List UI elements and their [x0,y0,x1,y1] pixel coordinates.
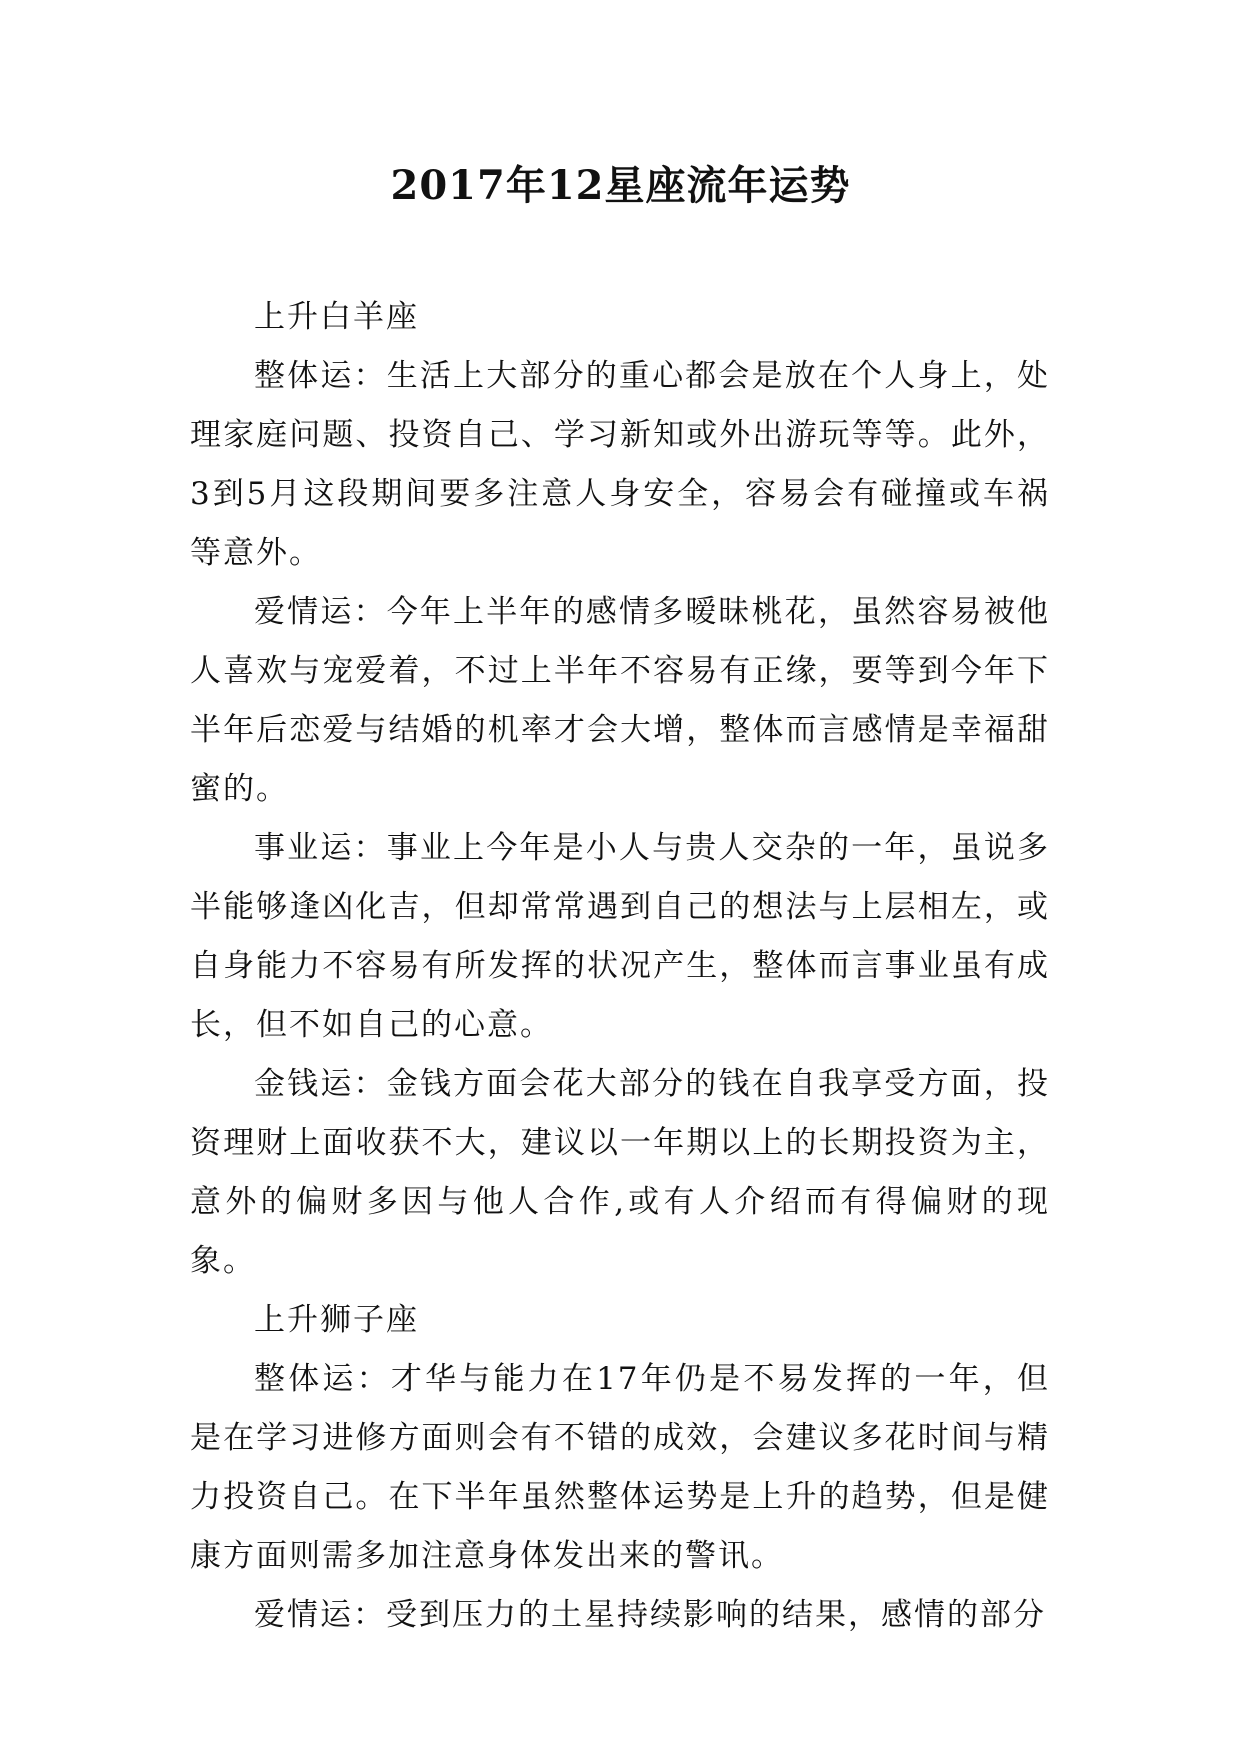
paragraph-leo-love: 爱情运：受到压力的土星持续影响的结果，感情的部分 [254,1597,1046,1633]
paragraph-aries-money: 金钱运：金钱方面会花大部分的钱在自我享受方面，投资理财上面收获不大，建议以一年期以上的长期投资为主，意外的偏财多因与他人合作,或有人介绍而有得偏财的现象。 [190,1066,1050,1279]
paragraph-aries-love: 爱情运：今年上半年的感情多暧昧桃花，虽然容易被他人喜欢与宠爱着，不过上半年不容易有正缘，要等到今年下半年后恋爱与结婚的机率才会大增，整体而言感情是幸福甜蜜的。 [190,594,1050,807]
paragraph-leo-overall: 整体运：才华与能力在17年仍是不易发挥的一年，但是在学习进修方面则会有不错的成效，会建议多花时间与精力投资自己。在下半年虽然整体运势是上升的趋势，但是健康方面则需多加注意身体发出来的警讯。 [190,1361,1050,1574]
document-title: 2017年12星座流年运势 [390,162,851,209]
section-heading-aries: 上升白羊座 [254,299,419,335]
document-body [190,288,1050,1645]
paragraph-aries-overall: 整体运：生活上大部分的重心都会是放在个人身上，处理家庭问题、投资自己、学习新知或外出游玩等等。此外，3到5月这段期间要多注意人身安全，容易会有碰撞或车祸等意外。 [190,358,1050,571]
paragraph-aries-career: 事业运：事业上今年是小人与贵人交杂的一年，虽说多半能够逢凶化吉，但却常常遇到自己的想法与上层相左，或自身能力不容易有所发挥的状况产生，整体而言事业虽有成长，但不如自己的心意。 [190,830,1050,1043]
section-heading-leo: 上升狮子座 [254,1302,419,1338]
